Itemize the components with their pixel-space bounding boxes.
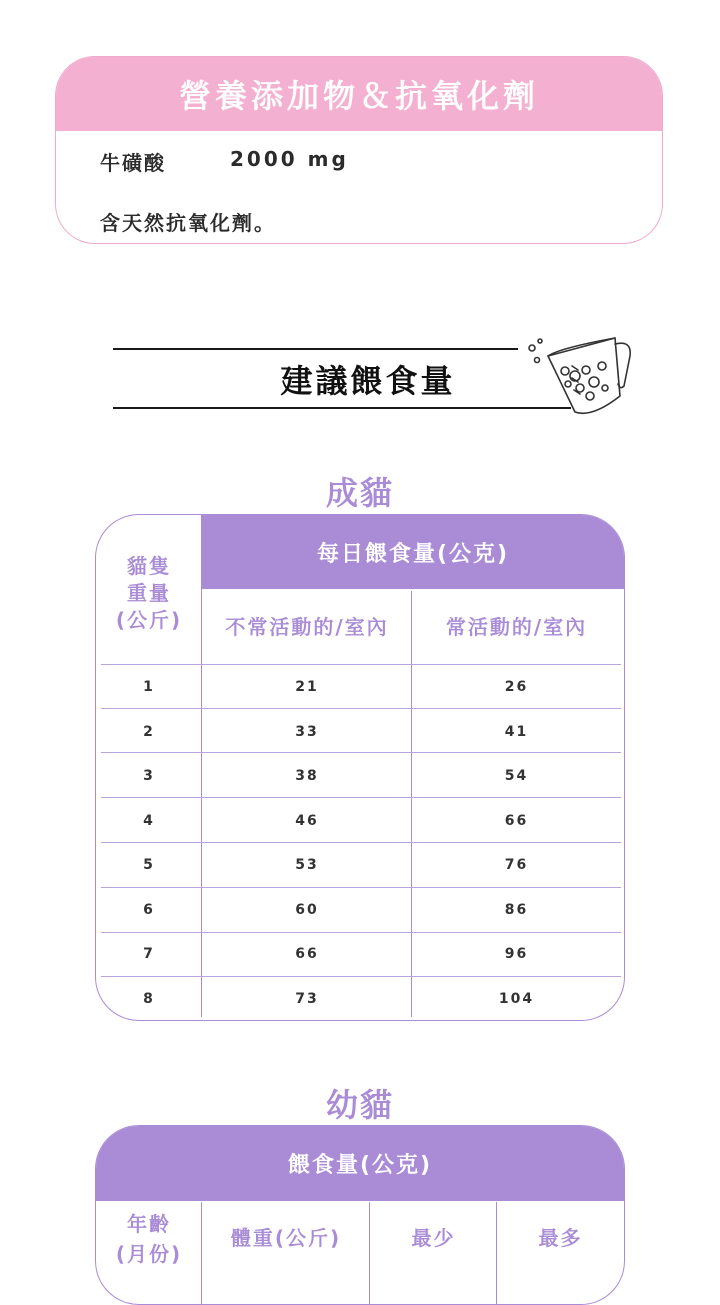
- kitten-title: 幼貓: [325, 1086, 394, 1124]
- active-cell: 86: [504, 901, 529, 918]
- active-cell: 26: [504, 679, 529, 696]
- min-header: 最少: [411, 1226, 456, 1250]
- inactive-indoor-header: 不常活動的/室內: [225, 615, 389, 639]
- measuring-cup-icon: [520, 326, 640, 422]
- adult-rows: [96, 665, 625, 1021]
- weight-cell: 7: [143, 946, 155, 963]
- age-header-line: 年齡: [127, 1212, 171, 1236]
- table-row: [96, 754, 625, 799]
- table-row: [96, 665, 625, 710]
- weight-header-line: 貓隻: [127, 554, 171, 578]
- table-row: [96, 710, 625, 755]
- weight-cell: 4: [143, 812, 155, 829]
- weight-cell: 2: [143, 723, 155, 740]
- weight-cell: 6: [143, 901, 155, 918]
- age-header: [96, 1209, 202, 1269]
- antioxidant-note: 含天然抗氧化劑。: [100, 211, 276, 235]
- weight-header-line: 重量: [127, 581, 171, 605]
- title-line-top: [113, 348, 518, 350]
- inactive-cell: 66: [295, 946, 319, 963]
- table-row: [96, 799, 625, 844]
- kitten-weight-header: 體重(公斤): [230, 1226, 342, 1250]
- inactive-cell: 21: [295, 679, 319, 696]
- weight-cell: 1: [143, 679, 155, 696]
- daily-feeding-header: 每日餵食量(公克): [202, 515, 624, 589]
- weight-header: [96, 553, 202, 634]
- column-divider: [369, 1202, 370, 1305]
- nutrition-header: 營養添加物＆抗氧化劑: [56, 57, 662, 131]
- weight-cell: 5: [143, 857, 155, 874]
- active-cell: 104: [498, 990, 535, 1007]
- nutrition-card: [55, 56, 663, 244]
- weight-cell: 3: [143, 768, 155, 785]
- adult-feeding-table: [95, 514, 625, 1021]
- active-cell: 96: [504, 946, 529, 963]
- inactive-cell: 60: [295, 901, 319, 918]
- inactive-cell: 73: [295, 990, 319, 1007]
- taurine-value: 2000 mg: [230, 147, 349, 171]
- active-cell: 76: [504, 857, 529, 874]
- column-divider: [496, 1202, 497, 1305]
- feeding-title: 建議餵食量: [280, 362, 456, 400]
- title-line-bottom: [113, 407, 571, 409]
- active-cell: 41: [504, 723, 529, 740]
- age-header-line: (月份): [115, 1242, 183, 1266]
- taurine-row: [100, 147, 349, 176]
- max-header: 最多: [538, 1226, 583, 1250]
- active-cell: 54: [504, 768, 529, 785]
- active-cell: 66: [504, 812, 529, 829]
- weight-cell: 8: [143, 990, 155, 1007]
- table-row: [96, 888, 625, 933]
- inactive-cell: 33: [295, 723, 319, 740]
- inactive-cell: 46: [295, 812, 319, 829]
- kitten-feeding-header: 餵食量(公克): [96, 1126, 624, 1201]
- weight-header-line: (公斤): [115, 608, 183, 632]
- taurine-label: 牛磺酸: [100, 151, 166, 175]
- kitten-feeding-table: [95, 1125, 625, 1305]
- inactive-cell: 53: [295, 857, 319, 874]
- inactive-cell: 38: [295, 768, 319, 785]
- table-row: [96, 843, 625, 888]
- active-indoor-header: 常活動的/室內: [445, 615, 588, 639]
- table-row: [96, 932, 625, 977]
- table-row: [96, 977, 625, 1022]
- adult-title: 成貓: [325, 474, 394, 512]
